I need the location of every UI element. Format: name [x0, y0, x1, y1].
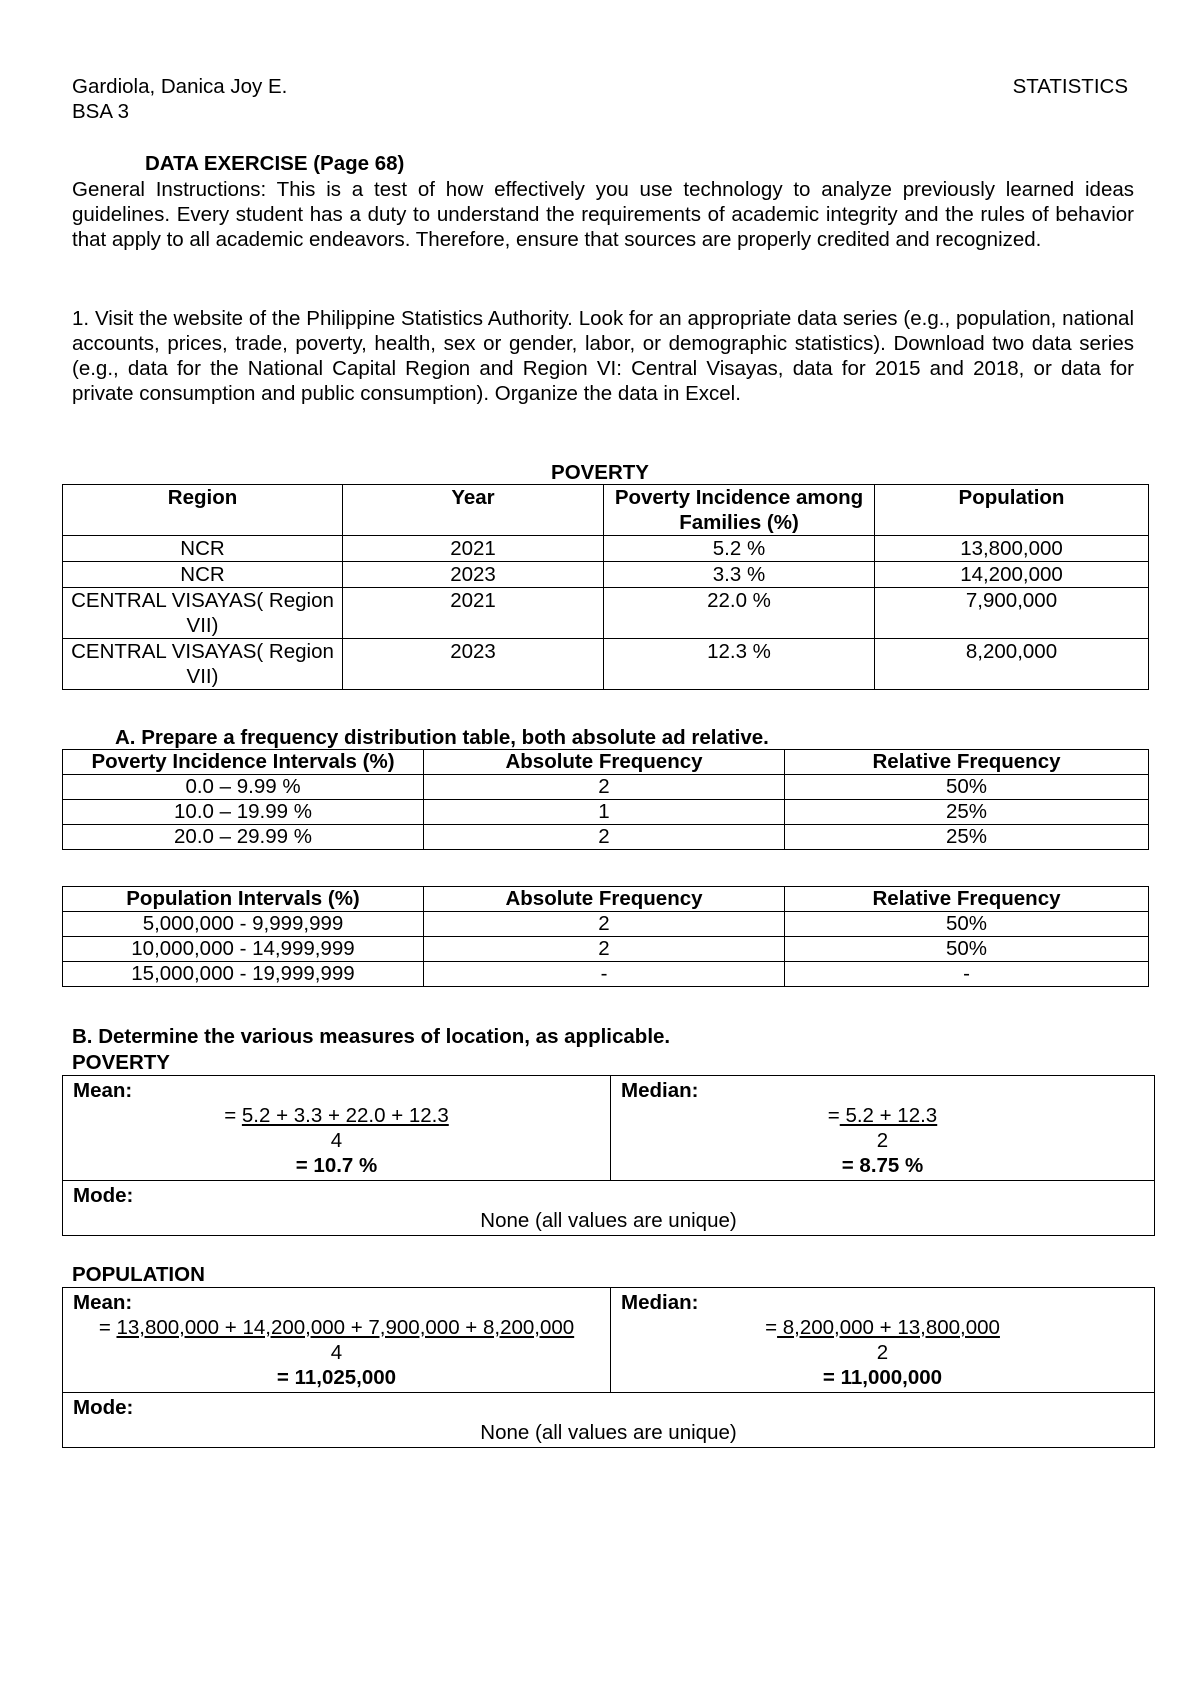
mode-value: None (all values are unique) [480, 1209, 737, 1232]
header-year: Year [343, 485, 604, 536]
table-row [63, 800, 1149, 825]
header-relative: Relative Frequency [785, 887, 1149, 912]
cell-population: 7,900,000 [875, 588, 1149, 639]
section-a-heading: A. Prepare a frequency distribution table, both absolute ad relative. [115, 726, 769, 749]
cell-year: 2021 [343, 536, 604, 562]
subject-label: STATISTICS [1012, 75, 1128, 98]
general-instructions: General Instructions: This is a test of how effectively you use technology to analyze previously learned ideas guidelines. Every student has a duty to understand the requirements of academic integrity and the rules of behavior that apply to all academic endeavors. Therefore, ensure that sources are properly credited and recognized. [72, 178, 1134, 251]
cell-absolute: 2 [424, 775, 785, 800]
median-cell [611, 1076, 1155, 1181]
poverty-data-table [62, 484, 1149, 690]
mean-denominator: 4 [330, 1341, 343, 1364]
cell-relative: 50% [785, 937, 1149, 962]
table-row [63, 825, 1149, 850]
mode-cell [63, 1393, 1155, 1448]
mean-formula [73, 1315, 600, 1340]
table-row [63, 588, 1149, 639]
mean-label: Mean: [73, 1291, 133, 1314]
question-1: 1. Visit the website of the Philippine Statistics Authority. Look for an appropriate data series (e.g., population, national accounts, prices, trade, poverty, health, sex or gender, labor, or demographic statistics). Download two data series (e.g., data for the National Capital Region and Region VI: Central Visayas, data for 2015 and 2018, or data for private consumption and public consumption). Organize the data in Excel. [72, 307, 1134, 405]
poverty-table-title: POVERTY [551, 461, 649, 484]
median-result: = 8.75 % [841, 1154, 924, 1177]
cell-region: CENTRAL VISAYAS( Region VII) [63, 588, 343, 639]
table-row [63, 639, 1149, 690]
mean-cell [63, 1076, 611, 1181]
cell-population: 8,200,000 [875, 639, 1149, 690]
cell-region: CENTRAL VISAYAS( Region VII) [63, 639, 343, 690]
median-formula [621, 1315, 1144, 1340]
cell-absolute: - [424, 962, 785, 987]
cell-relative: 25% [785, 800, 1149, 825]
population-frequency-table [62, 886, 1149, 987]
header-interval: Poverty Incidence Intervals (%) [63, 750, 424, 775]
measures-row [63, 1288, 1155, 1393]
median-denominator: 2 [876, 1341, 889, 1364]
student-info [72, 74, 287, 124]
mode-row [63, 1393, 1155, 1448]
cell-interval: 10.0 – 19.99 % [63, 800, 424, 825]
cell-poverty: 5.2 % [604, 536, 875, 562]
cell-poverty: 3.3 % [604, 562, 875, 588]
header-absolute: Absolute Frequency [424, 750, 785, 775]
header-absolute: Absolute Frequency [424, 887, 785, 912]
cell-region: NCR [63, 562, 343, 588]
table-header-row [63, 887, 1149, 912]
table-row [63, 562, 1149, 588]
header-relative: Relative Frequency [785, 750, 1149, 775]
table-row [63, 775, 1149, 800]
table-row [63, 962, 1149, 987]
mode-cell [63, 1181, 1155, 1236]
mode-row [63, 1181, 1155, 1236]
median-numerator: 8,200,000 + 13,800,000 [777, 1316, 1000, 1339]
median-prefix: = [827, 1104, 840, 1127]
mode-label: Mode: [73, 1184, 134, 1207]
median-formula [621, 1103, 1144, 1128]
mean-prefix: = [98, 1316, 117, 1339]
header-interval: Population Intervals (%) [63, 887, 424, 912]
cell-year: 2023 [343, 639, 604, 690]
exercise-title: DATA EXERCISE (Page 68) [145, 152, 405, 175]
table-row [63, 536, 1149, 562]
cell-absolute: 1 [424, 800, 785, 825]
cell-interval: 5,000,000 - 9,999,999 [63, 912, 424, 937]
cell-population: 14,200,000 [875, 562, 1149, 588]
mean-cell [63, 1288, 611, 1393]
header-population: Population [875, 485, 1149, 536]
cell-year: 2021 [343, 588, 604, 639]
table-header-row [63, 750, 1149, 775]
cell-relative: 25% [785, 825, 1149, 850]
median-label: Median: [621, 1291, 699, 1314]
mean-label: Mean: [73, 1079, 133, 1102]
median-prefix: = [765, 1316, 778, 1339]
population-measures-label: POPULATION [72, 1263, 205, 1286]
cell-interval: 10,000,000 - 14,999,999 [63, 937, 424, 962]
mode-label: Mode: [73, 1396, 134, 1419]
poverty-frequency-table [62, 749, 1149, 850]
cell-relative: 50% [785, 775, 1149, 800]
cell-absolute: 2 [424, 912, 785, 937]
mean-result: = 11,025,000 [276, 1366, 397, 1389]
table-header-row [63, 485, 1149, 536]
table-row [63, 937, 1149, 962]
median-denominator: 2 [876, 1129, 889, 1152]
poverty-measures-label: POVERTY [72, 1051, 170, 1074]
section-b-heading: B. Determine the various measures of location, as applicable. [72, 1025, 671, 1048]
mode-value: None (all values are unique) [480, 1421, 737, 1444]
student-section: BSA 3 [72, 100, 129, 123]
header-region: Region [63, 485, 343, 536]
mean-numerator: 13,800,000 + 14,200,000 + 7,900,000 + 8,200,000 [116, 1316, 575, 1339]
cell-interval: 15,000,000 - 19,999,999 [63, 962, 424, 987]
median-label: Median: [621, 1079, 699, 1102]
mean-denominator: 4 [330, 1129, 343, 1152]
cell-population: 13,800,000 [875, 536, 1149, 562]
cell-absolute: 2 [424, 937, 785, 962]
cell-poverty: 22.0 % [604, 588, 875, 639]
cell-relative: 50% [785, 912, 1149, 937]
cell-year: 2023 [343, 562, 604, 588]
median-numerator: 5.2 + 12.3 [839, 1104, 938, 1127]
cell-relative: - [785, 962, 1149, 987]
cell-region: NCR [63, 536, 343, 562]
cell-absolute: 2 [424, 825, 785, 850]
measures-row [63, 1076, 1155, 1181]
student-name: Gardiola, Danica Joy E. [72, 75, 288, 98]
table-row [63, 912, 1149, 937]
poverty-measures-table [62, 1075, 1155, 1236]
mean-formula [73, 1103, 600, 1128]
cell-interval: 20.0 – 29.99 % [63, 825, 424, 850]
header-poverty-incidence: Poverty Incidence among Families (%) [604, 485, 875, 536]
mean-prefix: = [224, 1104, 242, 1127]
median-result: = 11,000,000 [822, 1366, 943, 1389]
cell-interval: 0.0 – 9.99 % [63, 775, 424, 800]
mean-result: = 10.7 % [295, 1154, 378, 1177]
population-measures-table [62, 1287, 1155, 1448]
cell-poverty: 12.3 % [604, 639, 875, 690]
median-cell [611, 1288, 1155, 1393]
mean-numerator: 5.2 + 3.3 + 22.0 + 12.3 [241, 1104, 449, 1127]
